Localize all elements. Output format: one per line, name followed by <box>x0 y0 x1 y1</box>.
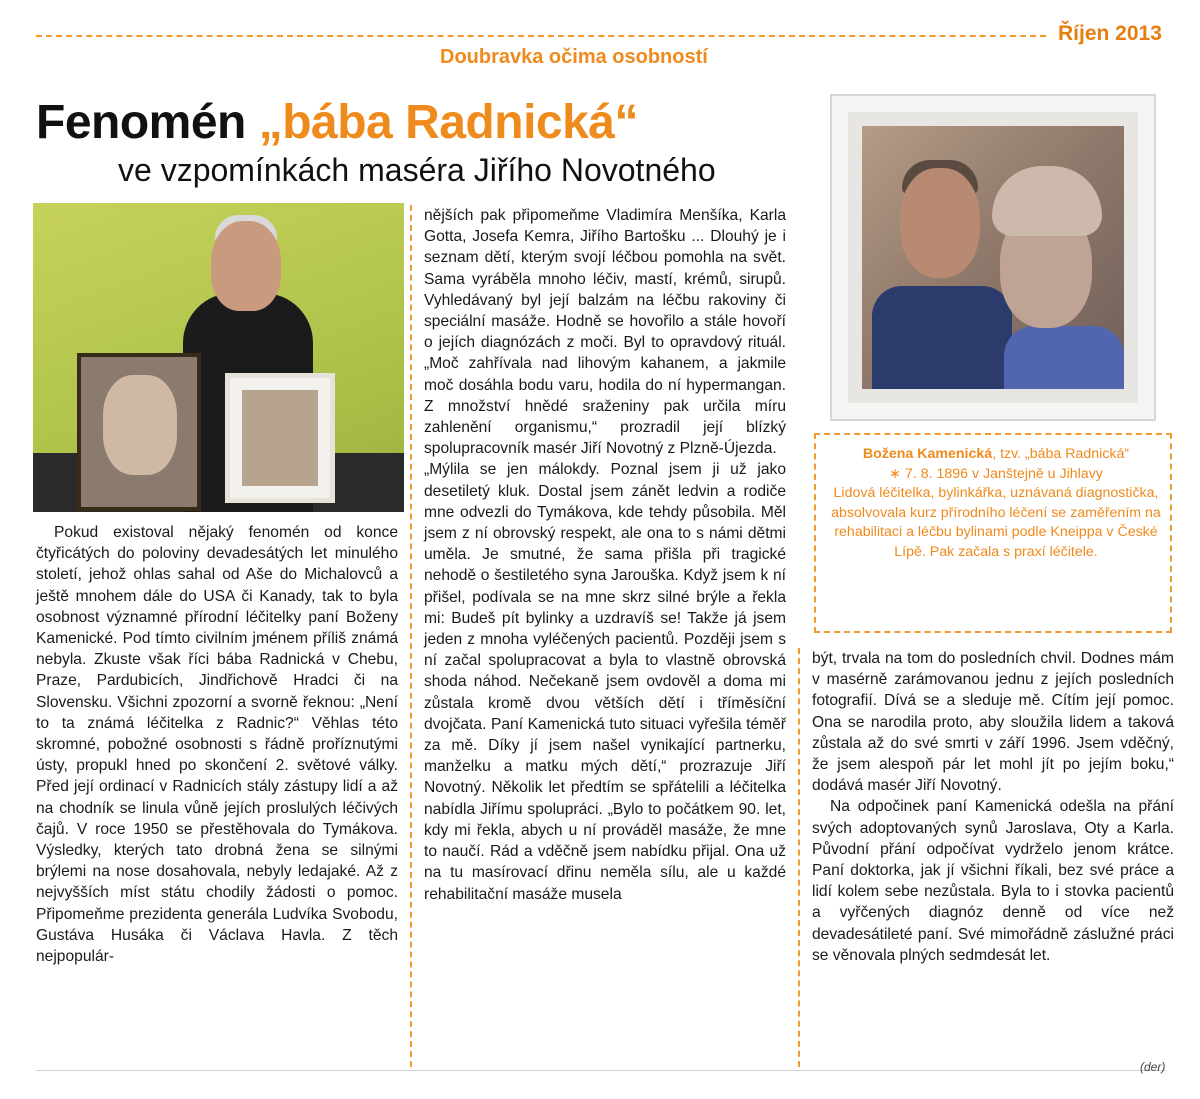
caption-box-bottom <box>814 631 1172 633</box>
top-dashed-rule <box>36 35 1046 37</box>
article-column-1 <box>36 522 398 967</box>
photo-masseur-with-portraits <box>33 203 404 512</box>
column3-paragraph-1: být, trvala na tom do posledních chvil. Dodnes mám v masérně zarámovanou jednu z jejích posledních fotografií. Dívá se a sleduje mě. Cítím její pomoc. Ona se narodila proto, aby sloužila lidem a taková zůstala až do své smrti v září 1996. Jsem vděčný, že jsem alespoň pár let mohl jít po jejím boku,“ dodává masér Jiří Novotný. <box>812 650 1174 795</box>
bottom-rule <box>36 1070 1166 1071</box>
man-head <box>900 168 980 278</box>
portrait-inner <box>242 390 318 486</box>
headline-part1: Fenomén <box>36 96 246 149</box>
column-divider-1 <box>410 205 412 1067</box>
photo-man-head <box>211 221 281 311</box>
photo-held-portrait-left <box>77 353 201 511</box>
column3-paragraph-2: Na odpočinek paní Kamenická odešla na přání svých adoptovaných synů Jaroslava, Oty a Karla. Původní přání odpočívat vydrželo jenom krátce. Paní doktorka, jak jí všichni říkali, bez své práce a lidí kolem sebe nezůstala. Byla to i stovka pacientů a vyřčených diagnóz denně od více než devadesátileté paní. Své mimořádně záslužné práci se věnovala plných sedmdesát let. <box>812 798 1174 964</box>
caption-birth: ∗ 7. 8. 1896 v Janštejně u Jihlavy <box>889 465 1103 482</box>
article-column-2 <box>424 205 786 905</box>
headline-part2: „bába Radnická“ <box>258 96 638 149</box>
issue-date: Říjen 2013 <box>1058 22 1162 45</box>
caption-alias: , tzv. „bába Radnická“ <box>992 446 1130 462</box>
photo-caption <box>826 445 1166 562</box>
article-column-3 <box>812 648 1174 966</box>
photo-framed-portrait <box>830 94 1156 421</box>
woman-dress <box>1004 326 1124 389</box>
subheadline: ve vzpomínkách maséra Jiřího Novotného <box>118 152 716 188</box>
caption-name: Božena Kamenická <box>862 446 993 462</box>
man-shirt <box>872 286 1012 389</box>
caption-description: Lidová léčitelka, bylinkářka, uznávaná diagnostička, absolvovala kurz přírodního léčení se zaměřením na rehabilitaci a léčbu bylinami podle Kneippa v České Lípě. Pak začala s praxí léčitele. <box>831 485 1161 560</box>
portrait-face <box>103 375 177 475</box>
photo-held-portrait-right <box>225 373 335 503</box>
column-divider-2 <box>798 648 800 1067</box>
column2-paragraph-2: „Mýlila se jen málokdy. Poznal jsem ji už jako desetiletý kluk. Dostal jsem zánět ledvin a rodiče mne odvezli do Tymákova, kde tehdy působila. Měl jsem z ní obrovský respekt, ale ona to s námi dětmi uměla. Je smutné, že sama přišla při tragické nehodě o šestiletého syna Jarouška. Když jsem k ní přišel, podívala se na mne skrz silné brýle a řekla mi: Budeš pít bylinky a uzdravíš se! Takže já jsem jeden z mnoha vyléčených pacientů. Později jsem s ní začal spolupracovat a byla to vlastně obrovská shoda náhod. Nečekaně jsem ovdověl a doma mi zůstala kromě dvou větších dětí i tříměsíční dvojčata. Paní Kamenická tuto situaci vyřešila téměř za mě. Díky jí jsem našel vynikající partnerku, manželku a matku mých dětí,“ prozrazuje Jiří Novotný. Několik let předtím se spřátelili a léčitelka nabídla Jiřímu spolupráci. „Bylo to počátkem 90. let, kdy mi řekla, abych u ní prováděl masáže, že mne to naučí. Rád a vděčně jsem nabídku přijal. Ona už na tu masírovací dřinu neměla sílu, ale u každé rehabilitační masáže musela <box>424 461 786 903</box>
author-credit: (der) <box>1140 1060 1166 1074</box>
column1-paragraph: Pokud existoval nějaký fenomén od konce čtyřicátých do poloviny devadesátých let minulého století, jehož ohlas sahal od Aše do Michalovců a ještě mnohem dále do USA či Kanady, tak to byla osobnost významné přírodní léčitelky paní Boženy Kamenické. Pod tímto civilním jménem příliš známá nebyla. Zkuste však říci bába Radnická v Chebu, Praze, Pardubicích, Jindřichově Hradci či na Slovensku. Všichni zpozorní a svorně řeknou: „Není to ta známá léčitelka z Radnic?“ Věhlas této skromné, pobožné osobnosti s řádně proříznutými ústy, propukl hned po skončení 2. světové války. Před její ordinací v Radnicích stály zástupy lidí a až na chodník se linula vůně jejích proslulých léčivých čajů. V roce 1950 se přestěhovala do Tymákova. Výsledky, kterých tato drobná žena se silnými brýlemi na nose dosahovala, nebyly ledajaké. Až z nejvyšších míst státu chodily žádosti o pomoc. Připomeňme prezidenta generála Ludvíka Svobodu, Gustáva Husáka či Václava Havla. Z těch nejpopulár- <box>36 524 398 966</box>
headline <box>36 95 638 150</box>
rubric-title: Doubravka očima osobností <box>440 46 708 68</box>
column2-paragraph-1: nějších pak připomeňme Vladimíra Menšíka, Karla Gotta, Josefa Kemra, Jiřího Bartošku ... Dlouhý je i seznam dětí, kterým svojí léčbou pomohla na svět. Sama vyráběla mnoho léčiv, mastí, krémů, sirupů. Vyhledávaný byl její balzám na léčbu rakoviny či speciální masáže. Hodně se hovořilo a stále hovoří o jejích diagnózách z moči. Byl to opravdový rituál. „Moč zahřívala nad lihovým kahanem, a jakmile moč dosáhla bodu varu, hodila do ní hypermangan. Z množství hnědé sraženiny pak určila míru zahlenění organismu,“ prozradil její blízký spolupracovník masér Jiří Novotný z Plzně-Újezda. <box>424 207 786 458</box>
